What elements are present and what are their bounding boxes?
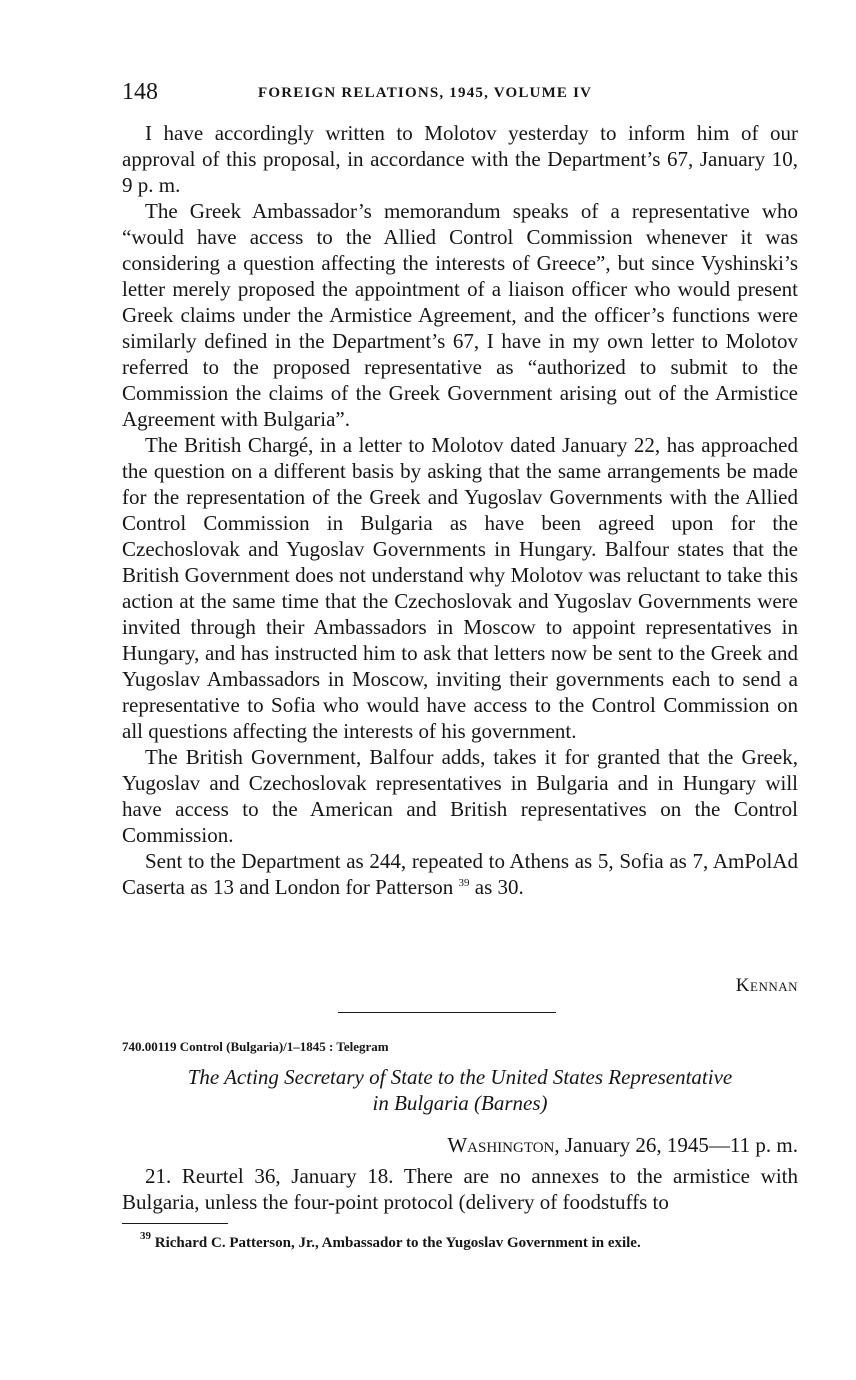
telegram-body (122, 1163, 798, 1215)
heading-line: The Acting Secretary of State to the United States Representative (187, 1065, 733, 1089)
paragraph: The British Chargé, in a letter to Molotov dated January 22, has approached the question on a different basis by asking that the same arrangements be made for the representation of the Greek and Yugoslav Governments with the Allied Control Commission in Bulgaria as have been agreed upon for the Czechoslovak and Yugoslav Governments in Hungary. Balfour states that the British Government does not understand why Molotov was reluctant to take this action at the same time that the Czechoslovak and Yugoslav Governments were invited through their Ambassadors in Moscow to appoint representatives in Hungary, and has instructed him to ask that letters now be sent to the Greek and Yugoslav Ambassadors in Moscow, inviting their governments each to send a representative to Sofia who would have access to the Control Commission on all questions affecting the interests of his government. (122, 433, 798, 743)
footnote (140, 1230, 641, 1252)
section-divider (338, 1012, 556, 1013)
paragraph: The Greek Ambassador’s memorandum speaks of a representative who “would have access to the Allied Control Commission whenever it was considering a question affecting the interests of Greece”, but since Vyshinski’s letter merely proposed the appointment of a liaison officer who would present Greek claims under the Armistice Agreement, and the officer’s functions were similarly defined in the Department’s 67, I have in my own letter to Molotov referred to the proposed representative as “authorized to submit to the Commission the claims of the Greek Government arising out of the Armistice Agreement with Bulgaria”. (122, 199, 798, 431)
running-header (122, 78, 798, 108)
footnote-divider (122, 1223, 228, 1224)
paragraph-text: as 30. (469, 875, 524, 899)
dateline-place: Washington (447, 1133, 555, 1157)
telegram-body (122, 120, 798, 900)
page-number: 148 (122, 79, 158, 105)
running-title: FOREIGN RELATIONS, 1945, VOLUME IV (258, 85, 593, 101)
paragraph (122, 848, 798, 900)
footnote-text: Richard C. Patterson, Jr., Ambassador to the Yugoslav Government in exile. (154, 1235, 641, 1251)
signature: Kennan (735, 975, 798, 996)
paragraph: 21. Reurtel 36, January 18. There are no annexes to the armistice with Bulgaria, unless the four-point protocol (delivery of foodstuffs to (122, 1164, 798, 1214)
footnote-marker: 39 (140, 1230, 151, 1242)
document-heading (122, 1064, 798, 1116)
paragraph: I have accordingly written to Molotov yesterday to inform him of our approval of this proposal, in accordance with the Department’s 67, January 10, 9 p. m. (122, 121, 798, 197)
heading-line: in Bulgaria (Barnes) (372, 1091, 548, 1115)
dateline (122, 1132, 798, 1158)
footnote-reference: 39 (458, 877, 470, 889)
file-reference: 740.00119 Control (Bulgaria)/1–1845 : Telegram (122, 1039, 389, 1054)
paragraph-text: Sent to the Department as 244, repeated to Athens as 5, Sofia as 7, AmPolAd Caserta as 13 and London for Patterson (122, 849, 798, 899)
paragraph: The British Government, Balfour adds, takes it for granted that the Greek, Yugoslav and Czechoslovak representatives in Bulgaria and in Hungary will have access to the American and British representatives on the Control Commission. (122, 745, 798, 847)
dateline-date: , January 26, 1945—11 p. m. (554, 1133, 798, 1157)
